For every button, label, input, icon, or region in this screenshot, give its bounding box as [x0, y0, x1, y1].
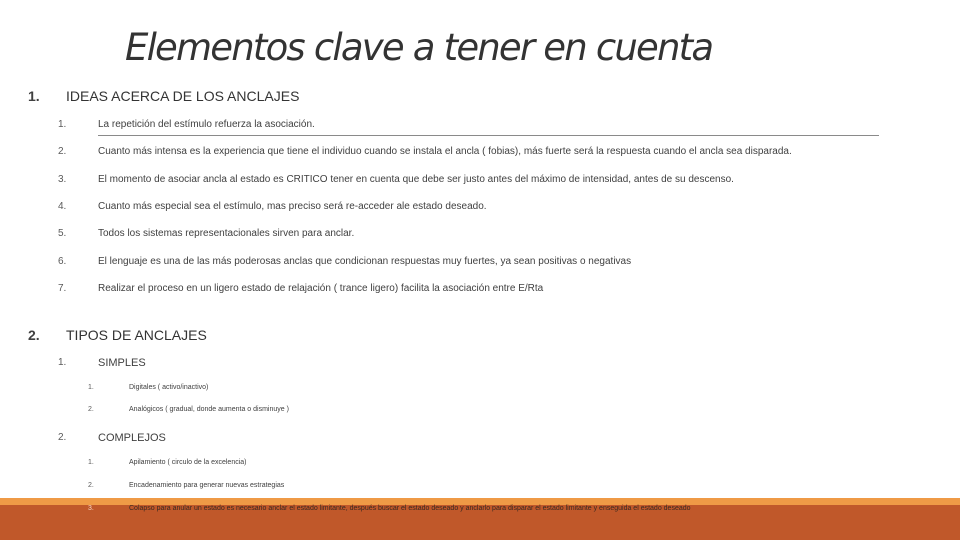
- list-item-number: 2.: [88, 482, 94, 489]
- list-item-text: Encadenamiento para generar nuevas estrategias: [129, 482, 285, 489]
- list-item-text: Todos los sistemas representacionales sirven para anclar.: [98, 228, 355, 239]
- list-item-text: Apilamiento ( circulo de la excelencia): [129, 459, 247, 466]
- list-item-text: La repetición del estímulo refuerza la asociación.: [98, 119, 315, 130]
- subsection-title: SIMPLES: [98, 357, 146, 369]
- divider-line: [98, 135, 879, 136]
- subsection-title: COMPLEJOS: [98, 432, 166, 444]
- list-item-text: Digitales ( activo/inactivo): [129, 384, 209, 391]
- list-item-number: 7.: [58, 283, 67, 294]
- list-item-number: 3.: [88, 505, 94, 512]
- list-item-number: 1.: [58, 119, 67, 130]
- list-item-text: Cuanto más intensa es la experiencia que tiene el individuo cuando se instala el ancla ( fobias), más fuerte será la respuesta cuando el ancla sea disparada.: [98, 146, 792, 157]
- section-1-number: 1.: [28, 88, 40, 104]
- list-item-text: Analógicos ( gradual, donde aumenta o disminuye ): [129, 406, 289, 413]
- slide-title: Elementos clave a tener en cuenta: [125, 26, 713, 69]
- list-item-number: 1.: [88, 459, 94, 466]
- list-item-number: 2.: [58, 146, 67, 157]
- list-item-number: 1.: [88, 384, 94, 391]
- footer-stripe: [0, 498, 960, 505]
- list-item-number: 6.: [58, 256, 67, 267]
- list-item-number: 4.: [58, 201, 67, 212]
- section-2-title: TIPOS DE ANCLAJES: [66, 327, 207, 343]
- section-2-number: 2.: [28, 327, 40, 343]
- list-item-number: 3.: [58, 174, 67, 185]
- list-item-text: Cuanto más especial sea el estímulo, mas preciso será re-acceder ale estado deseado.: [98, 201, 487, 212]
- list-item-text: Realizar el proceso en un ligero estado de relajación ( trance ligero) facilita la asociación entre E/Rta: [98, 283, 544, 294]
- list-item-number: 5.: [58, 228, 67, 239]
- section-1-title: IDEAS ACERCA DE LOS ANCLAJES: [66, 88, 300, 104]
- list-item-text: El lenguaje es una de las más poderosas anclas que condicionan respuestas muy fuertes, ya sean positivas o negativas: [98, 256, 632, 267]
- subsection-number: 1.: [58, 357, 67, 368]
- list-item-number: 2.: [88, 406, 94, 413]
- list-item-text: El momento de asociar ancla al estado es CRITICO tener en cuenta que debe ser justo antes del máximo de intensidad, antes de su descenso.: [98, 174, 734, 185]
- list-item-text: Colapso para anular un estado es necesario anclar el estado limitante, después buscar el estado deseado y anclarlo para disparar el estado limitante y enseguida el estado deseado: [129, 505, 691, 512]
- subsection-number: 2.: [58, 432, 67, 443]
